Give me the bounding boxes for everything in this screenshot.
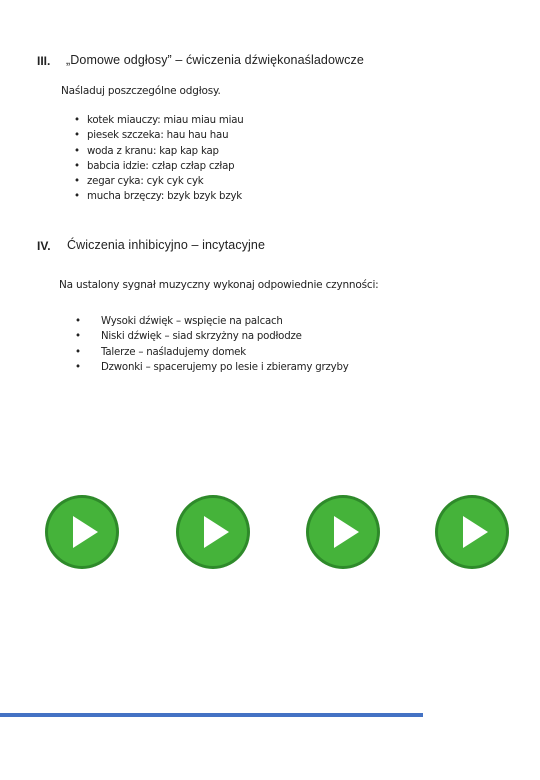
list-item-text: zegar cyka: cyk cyk cyk — [87, 176, 204, 188]
section-3-number: III. — [37, 54, 51, 68]
list-item-text: mucha brzęczy: bzyk bzyk bzyk — [87, 191, 243, 203]
bullet: • — [74, 115, 80, 126]
bullet: • — [74, 130, 80, 142]
bullet: • — [75, 331, 81, 343]
bullet: • — [74, 191, 80, 203]
section-3-intro: Naśladuj poszczególne odgłosy. — [61, 85, 221, 97]
play-button-3[interactable] — [305, 494, 381, 570]
section-3-title: „Domowe odgłosy” – ćwiczenia dźwiękonaśladowcze — [66, 53, 364, 67]
bullet: • — [74, 176, 80, 188]
section-4-title: Ćwiczenia inhibicyjno – incytacyjne — [67, 238, 266, 252]
play-icon — [305, 494, 381, 570]
list-item-text: babcia idzie: człap człap człap — [87, 160, 235, 172]
list-item-text: woda z kranu: kap kap kap — [87, 145, 219, 157]
list-item-text: piesek szczeka: hau hau hau — [87, 130, 229, 142]
bullet: • — [75, 361, 81, 373]
list-item-text: Talerze – naśladujemy domek — [101, 346, 246, 358]
list-item-text: kotek miauczy: miau miau miau — [87, 115, 244, 126]
play-buttons-row — [44, 494, 504, 574]
bullet: • — [75, 316, 81, 327]
bullet: • — [74, 145, 80, 157]
play-button-2[interactable] — [175, 494, 251, 570]
play-icon — [434, 494, 510, 570]
bullet: • — [74, 160, 80, 172]
section-4-number: IV. — [37, 239, 51, 253]
footer-divider — [0, 713, 423, 717]
list-item-text: Niski dźwięk – siad skrzyżny na podłodze — [101, 331, 302, 343]
play-button-4[interactable] — [434, 494, 510, 570]
section-4-intro: Na ustalony sygnał muzyczny wykonaj odpowiednie czynności: — [59, 279, 379, 291]
play-button-1[interactable] — [44, 494, 120, 570]
play-icon — [44, 494, 120, 570]
play-icon — [175, 494, 251, 570]
bullet: • — [75, 346, 81, 358]
list-item-text: Dzwonki – spacerujemy po lesie i zbieramy grzyby — [101, 361, 349, 373]
list-item-text: Wysoki dźwięk – wspięcie na palcach — [101, 316, 283, 327]
